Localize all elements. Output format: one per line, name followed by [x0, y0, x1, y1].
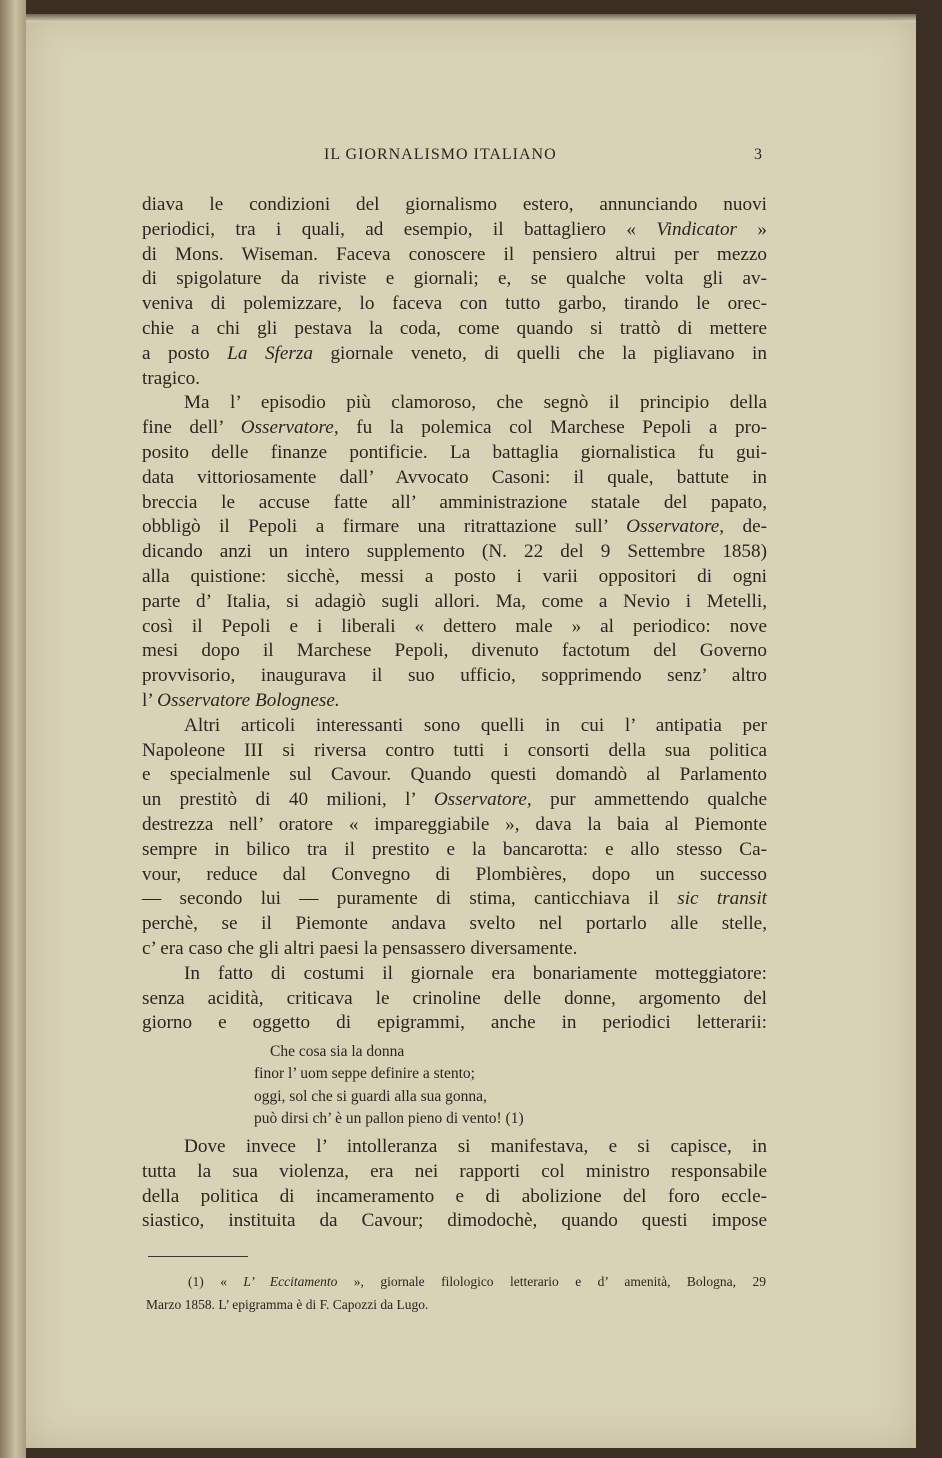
text-line — [142, 639, 767, 664]
text-line — [142, 540, 767, 565]
italic-text: L’ Eccitamento — [243, 1274, 338, 1289]
text-line — [142, 416, 767, 441]
text-segment: così il Pepoli e i liberali « dettero male » al periodico: nove — [142, 615, 767, 637]
text-line — [142, 243, 767, 268]
text-line — [142, 391, 767, 416]
body-text-bottom — [142, 1135, 767, 1234]
text-segment: sempre in bilico tra il prestito e la bancarotta: e allo stesso Ca- — [142, 838, 767, 860]
text-line — [142, 1135, 767, 1160]
facing-page-edge — [0, 0, 26, 1458]
italic-text: Osservatore, — [240, 417, 339, 439]
text-segment: siastico, instituita da Cavour; dimodochè, quando questi impose — [142, 1210, 767, 1232]
page-top-edge — [26, 14, 916, 22]
text-line — [142, 1209, 767, 1234]
text-segment: breccia le accuse fatte all’ amministrazione statale del papato, — [142, 491, 767, 513]
text-segment: tutta la sua violenza, era nei rapporti col ministro responsabile — [142, 1160, 767, 1182]
text-line — [142, 987, 767, 1012]
text-line — [142, 962, 767, 987]
text-segment: l’ — [142, 689, 158, 711]
text-line — [142, 689, 767, 714]
text-segment: veniva di polemizzare, lo faceva con tutto garbo, tirando le orec- — [142, 293, 767, 315]
text-line — [142, 466, 767, 491]
text-line — [142, 491, 767, 516]
epigram-line: finor l’ uom seppe definire a stento; — [254, 1065, 475, 1083]
text-segment: pur ammettendo qualche — [531, 789, 767, 811]
text-segment: », giornale filologico letterario e d’ amenità, Bologna, 29 — [337, 1274, 766, 1289]
text-segment: giorno e oggetto di epigrammi, anche in periodici letterarii: — [142, 1012, 767, 1034]
italic-text: Osservatore, — [626, 516, 725, 538]
italic-text: La Sferza — [227, 342, 313, 364]
italic-text: Osservatore Bolognese. — [157, 689, 340, 711]
text-line — [142, 367, 767, 392]
text-segment: fu la polemica col Marchese Pepoli a pro- — [338, 417, 767, 439]
text-line — [142, 342, 767, 367]
text-segment: vour, reduce dal Convegno di Plombières, dopo un successo — [142, 863, 767, 885]
text-segment: perchè, se il Piemonte andava svelto nel portarlo alle stelle, — [142, 913, 767, 935]
epigram-line: oggi, sol che si guardi alla sua gonna, — [254, 1087, 487, 1105]
text-line — [142, 838, 767, 863]
text-line — [142, 788, 767, 813]
text-line — [146, 1293, 766, 1316]
body-text-top — [142, 193, 767, 1036]
text-segment: di spigolature da riviste e giornali; e, se qualche volta gli av- — [142, 268, 767, 290]
footnote-divider — [148, 1256, 248, 1257]
text-segment: — secondo lui — puramente di stima, canticchiava il — [142, 888, 678, 910]
text-segment: chie a chi gli pestava la coda, come quando si trattò di mettere — [142, 317, 767, 339]
text-segment: parte d’ Italia, si adagiò sugli allori. Ma, come a Nevio i Metelli, — [142, 590, 767, 612]
text-segment: tragico. — [142, 367, 201, 389]
text-segment: e specialmenle sul Cavour. Quando questi domandò al Parlamento — [142, 764, 767, 786]
text-line — [142, 763, 767, 788]
text-line — [142, 565, 767, 590]
epigram — [254, 1041, 524, 1130]
page-number: 3 — [754, 146, 763, 163]
text-segment: c’ era caso che gli altri paesi la pensassero diversamente. — [142, 937, 578, 959]
text-line — [142, 937, 767, 962]
text-segment: de- — [724, 516, 767, 538]
text-line — [142, 267, 767, 292]
text-line — [142, 615, 767, 640]
epigram-line: può dirsi ch’ è un pallon pieno di vento! (1) — [254, 1109, 524, 1127]
text-line — [142, 813, 767, 838]
text-line — [142, 218, 767, 243]
text-segment: Marzo 1858. L’ epigramma è di F. Capozzi da Lugo. — [146, 1297, 429, 1312]
text-line — [142, 739, 767, 764]
text-segment: » — [737, 218, 768, 240]
text-segment: della politica di incameramento e di abolizione del foro eccle- — [142, 1185, 767, 1207]
text-segment: un prestitò di 40 milioni, l’ — [142, 789, 434, 811]
text-segment: Napoleone III si riversa contro tutti i consorti della sua politica — [142, 739, 767, 761]
text-segment: fine dell’ — [142, 417, 241, 439]
text-segment: dicando anzi un intero supplemento (N. 22 del 9 Settembre 1858) — [142, 541, 767, 563]
footnote — [146, 1270, 766, 1316]
text-line — [142, 317, 767, 342]
text-line — [142, 1185, 767, 1210]
text-segment: destrezza nell’ oratore « impareggiabile », dava la baia al Piemonte — [142, 813, 767, 835]
text-segment: di Mons. Wiseman. Faceva conoscere il pensiero altrui per mezzo — [142, 243, 767, 265]
text-segment: Ma l’ episodio più clamoroso, che segnò il principio della — [184, 392, 767, 414]
text-line — [142, 714, 767, 739]
text-segment: periodici, tra i quali, ad esempio, il battagliero « — [142, 218, 657, 240]
text-line — [142, 441, 767, 466]
text-line — [146, 1270, 766, 1293]
text-line — [142, 664, 767, 689]
text-line — [142, 887, 767, 912]
text-segment: Altri articoli interessanti sono quelli in cui l’ antipatia per — [184, 714, 767, 736]
text-segment: (1) « — [188, 1274, 244, 1289]
text-segment: mesi dopo il Marchese Pepoli, divenuto factotum del Governo — [142, 640, 767, 662]
italic-text: Osservatore, — [433, 789, 532, 811]
text-segment: obbligò il Pepoli a firmare una ritrattazione sull’ — [142, 516, 627, 538]
text-line — [142, 863, 767, 888]
text-segment: alla quistione: sicchè, messi a posto i varii oppositori di ogni — [142, 565, 767, 587]
text-line — [142, 1160, 767, 1185]
text-line — [142, 912, 767, 937]
text-segment: Dove invece l’ intolleranza si manifestava, e si capisce, in — [184, 1136, 767, 1157]
text-segment: senza acidità, criticava le crinoline delle donne, argomento del — [142, 987, 767, 1009]
running-header: IL GIORNALISMO ITALIANO — [324, 146, 557, 163]
text-line — [142, 590, 767, 615]
text-segment: diava le condizioni del giornalismo estero, annunciando nuovi — [142, 194, 767, 215]
italic-text: Vindicator — [656, 218, 738, 240]
text-segment: In fatto di costumi il giornale era bonariamente motteggiatore: — [184, 962, 767, 984]
text-line — [142, 193, 767, 218]
text-segment: a posto — [142, 342, 228, 364]
text-line — [142, 292, 767, 317]
text-segment: giornale veneto, di quelli che la pigliavano in — [312, 342, 767, 364]
epigram-line: Che cosa sia la donna — [270, 1043, 405, 1060]
text-segment: posito delle finanze pontificie. La battaglia giornalistica fu gui- — [142, 441, 767, 463]
text-segment: data vittoriosamente dall’ Avvocato Casoni: il quale, battute in — [142, 466, 767, 488]
italic-text: sic transit — [677, 888, 767, 910]
text-segment: provvisorio, inaugurava il suo ufficio, sopprimendo senz’ altro — [142, 665, 767, 687]
text-line — [142, 1011, 767, 1036]
text-line — [142, 515, 767, 540]
